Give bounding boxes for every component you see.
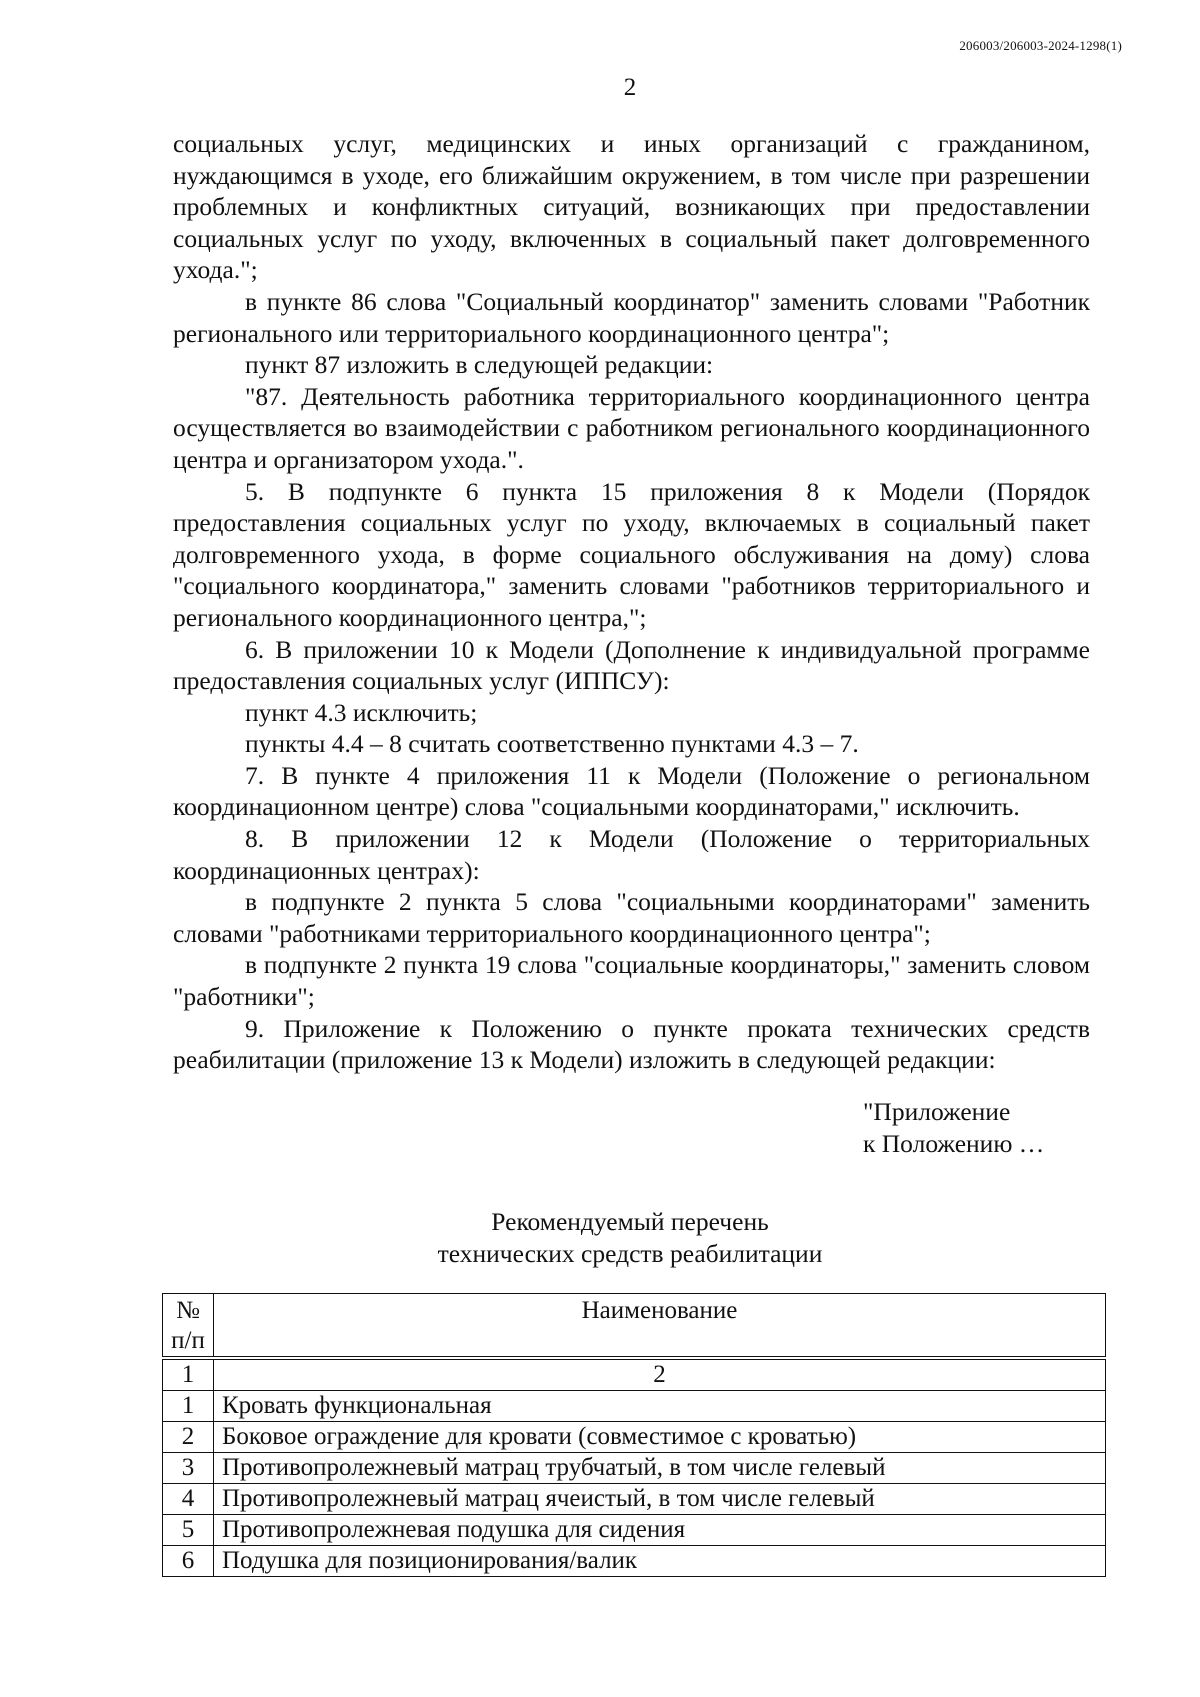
row-number-cell: 4 xyxy=(163,1484,214,1515)
table-row xyxy=(163,1422,1106,1453)
list-title-line: Рекомендуемый перечень xyxy=(491,1207,769,1236)
rehabilitation-tools-table xyxy=(162,1293,1106,1577)
row-number-cell: 2 xyxy=(163,1422,214,1453)
table-row xyxy=(163,1515,1106,1546)
paragraph: в подпункте 2 пункта 19 слова "социальные координаторы," заменить словом "работники"; xyxy=(173,950,1090,1012)
row-number-cell: 3 xyxy=(163,1453,214,1484)
list-title xyxy=(0,1206,1200,1269)
table-row xyxy=(163,1484,1106,1515)
appendix-note-line: "Приложение xyxy=(863,1097,1011,1126)
paragraph: "87. Деятельность работника территориального координационного центра осуществляется во взаимодействии с работником регионального координационного центра и организатором ухода.". xyxy=(173,381,1090,474)
appendix-note xyxy=(863,1096,1044,1159)
list-title-line: технических средств реабилитации xyxy=(437,1238,823,1268)
appendix-note-line: к Положению … xyxy=(863,1128,1045,1158)
document-body xyxy=(173,128,1090,1076)
paragraph-item-8: 8. В приложении 12 к Модели (Положение о территориальных координационных центрах): xyxy=(173,824,1090,885)
row-name-cell: Подушка для позиционирования/валик xyxy=(214,1546,1106,1577)
paragraph-item-9: 9. Приложение к Положению о пункте проката технических средств реабилитации (приложение 13 к Модели) изложить в следующей редакции: xyxy=(173,1013,1090,1075)
table-row xyxy=(163,1453,1106,1484)
row-name-cell: Противопролежневый матрац ячеистый, в том числе гелевый xyxy=(214,1484,1106,1515)
paragraph-continuation: социальных услуг, медицинских и иных организаций с гражданином, нуждающимся в уходе, его ближайшим окружением, в том числе при разрешении проблемных и конфликтных ситуаций, возникающих при предоставлении социальных услуг по уходу, включенных в социальный пакет долговременного ухода."; xyxy=(173,129,1090,285)
row-number-cell: 6 xyxy=(163,1546,214,1577)
column-number-cell: 1 xyxy=(163,1358,214,1391)
page-number: 2 xyxy=(623,74,637,101)
header-name-cell: Наименование xyxy=(214,1294,1106,1359)
table-header-row xyxy=(163,1294,1106,1359)
row-name-cell: Противопролежневая подушка для сидения xyxy=(214,1515,1106,1546)
row-number-cell: 5 xyxy=(163,1515,214,1546)
table-row xyxy=(163,1546,1106,1577)
paragraph: в подпункте 2 пункта 5 слова "социальными координаторами" заменить словами "работниками территориального координационного центра"; xyxy=(173,887,1090,948)
paragraph-item-5: 5. В подпункте 6 пункта 15 приложения 8 к Модели (Порядок предоставления социальных услуг по уходу, включаемых в социальный пакет долговременного ухода, в форме социального обслуживания на дому) слова "социального координатора," заменить словами "работников территориального и регионального координационного центра,"; xyxy=(173,476,1090,632)
paragraph-item-7: 7. В пункте 4 приложения 11 к Модели (Положение о региональном координационном центре) слова "социальными координаторами," исключить. xyxy=(173,760,1090,822)
row-name-cell: Противопролежневый матрац трубчатый, в том числе гелевый xyxy=(214,1453,1106,1484)
row-name-cell: Кровать функциональная xyxy=(214,1391,1106,1422)
header-num-cell xyxy=(163,1294,214,1359)
paragraph: в пункте 86 слова "Социальный координатор" заменить словами "Работник регионального или территориального координационного центра"; xyxy=(173,286,1090,348)
paragraph: пункт 4.3 исключить; xyxy=(245,697,478,727)
row-number-cell: 1 xyxy=(163,1391,214,1422)
column-numbers-row xyxy=(163,1358,1106,1391)
table-row xyxy=(163,1391,1106,1422)
paragraph: пункт 87 изложить в следующей редакции: xyxy=(245,350,714,380)
document-registration-number: 206003/206003-2024-1298(1) xyxy=(959,38,1122,53)
paragraph-item-6: 6. В приложении 10 к Модели (Дополнение к индивидуальной программе предоставления социальных услуг (ИППСУ): xyxy=(173,634,1090,696)
column-number-cell: 2 xyxy=(214,1358,1106,1391)
header-num-sublabel: п/п xyxy=(171,1327,205,1354)
row-name-cell: Боковое ограждение для кровати (совместимое с кроватью) xyxy=(214,1422,1106,1453)
header-num-label: № xyxy=(176,1297,200,1324)
paragraph: пункты 4.4 – 8 считать соответственно пунктами 4.3 – 7. xyxy=(245,729,859,759)
